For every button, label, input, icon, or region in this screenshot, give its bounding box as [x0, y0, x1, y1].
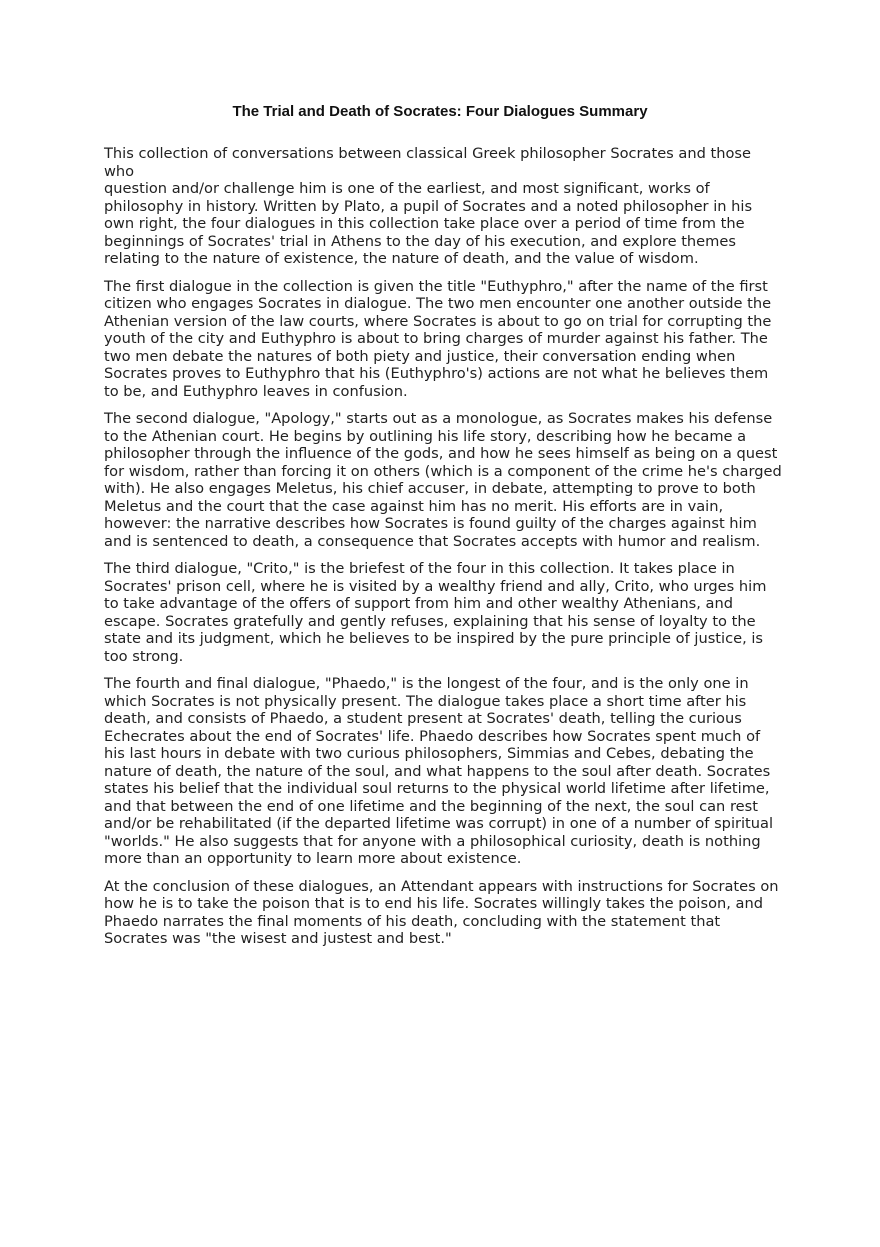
- paragraph-apology: The second dialogue, "Apology," starts out as a monologue, as Socrates makes his defense to the Athenian court. He begins by outlining his life story, describing how he became a philosopher through the influence of the gods, and how he sees himself as being on a quest for wisdom, rather than forcing it on others (which is a component of the crime he's charged with). He also engages Meletus, his chief accuser, in debate, attempting to prove to both Meletus and the court that the case against him has no merit. His efforts are in vain, however: the narrative describes how Socrates is found guilty of the charges against him and is sentenced to death, a consequence that Socrates accepts with humor and realism.: [104, 410, 782, 550]
- paragraph-conclusion: At the conclusion of these dialogues, an Attendant appears with instructions for Socrates on how he is to take the poison that is to end his life. Socrates willingly takes the poison, and Phaedo narrates the final moments of his death, concluding with the statement that Socrates was "the wisest and justest and best.": [104, 877, 779, 947]
- document-body: [104, 145, 784, 958]
- paragraph-introduction: This collection of conversations between classical Greek philosopher Socrates and those who question and/or challenge him is one of the earliest, and most significant, works of philosophy in history. Written by Plato, a pupil of Socrates and a noted philosopher in his own right, the four dialogues in this collection take place over a period of time from the beginnings of Socrates' trial in Athens to the day of his execution, and explore themes relating to the nature of existence, the nature of death, and the value of wisdom.: [104, 145, 753, 267]
- paragraph-euthyphro: The first dialogue in the collection is given the title "Euthyphro," after the name of the first citizen who engages Socrates in dialogue. The two men encounter one another outside the Athenian version of the law courts, where Socrates is about to go on trial for corrupting the youth of the city and Euthyphro is about to bring charges of murder against his father. The two men debate the natures of both piety and justice, their conversation ending when Socrates proves to Euthyphro that his (Euthyphro's) actions are not what he believes them to be, and Euthyphro leaves in confusion.: [104, 277, 772, 400]
- document-title: The Trial and Death of Socrates: Four Dialogues Summary: [232, 103, 648, 120]
- paragraph-crito: The third dialogue, "Crito," is the briefest of the four in this collection. It takes place in Socrates' prison cell, where he is visited by a wealthy friend and ally, Crito, who urges him to take advantage of the offers of support from him and other wealthy Athenians, and escape. Socrates gratefully and gently refuses, explaining that his sense of loyalty to the state and its judgment, which he believes to be inspired by the pure principle of justice, is too strong.: [104, 560, 767, 665]
- paragraph-phaedo: The fourth and final dialogue, "Phaedo," is the longest of the four, and is the only one in which Socrates is not physically present. The dialogue takes place a short time after his death, and consists of Phaedo, a student present at Socrates' death, telling the curious Echecrates about the end of Socrates' life. Phaedo describes how Socrates spent much of his last hours in debate with two curious philosophers, Simmias and Cebes, debating the nature of death, the nature of the soul, and what happens to the soul after death. Socrates states his belief that the individual soul returns to the physical world lifetime after lifetime, and that between the end of one lifetime and the beginning of the next, the soul can rest and/or be rehabilitated (if the departed lifetime was corrupt) in one of a number of spiritual "worlds." He also suggests that for anyone with a philosophical curiosity, death is nothing more than an opportunity to learn more about existence.: [104, 675, 774, 867]
